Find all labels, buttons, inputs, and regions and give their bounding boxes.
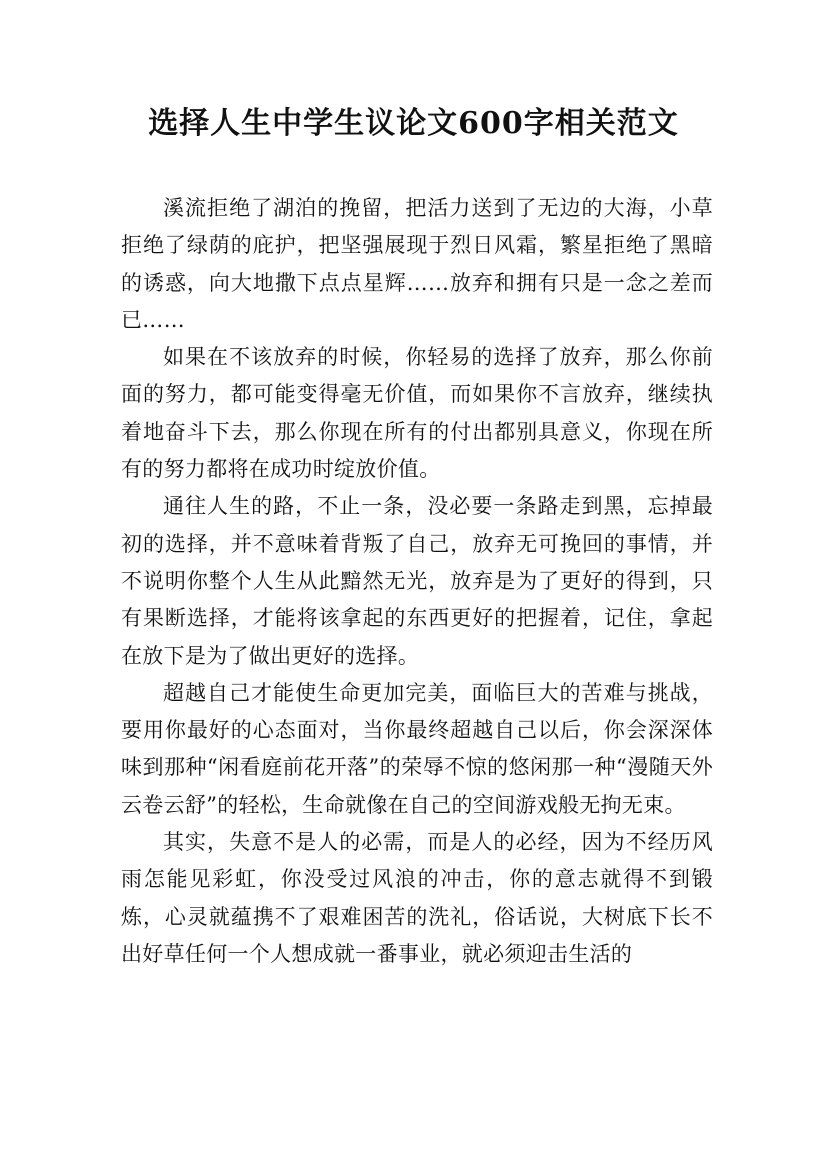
paragraph-2: 如果在不该放弃的时候，你轻易的选择了放弃，那么你前面的努力，都可能变得毫无价值，而如果你不言放弃，继续执着地奋斗下去，那么你现在所有的付出都别具意义，你现在所有的努力都将在成功时绽放价值。 xyxy=(121,345,713,482)
paragraph-3: 通往人生的路，不止一条，没必要一条路走到黑，忘掉最初的选择，并不意味着背叛了自己，放弃无可挽回的事情，并不说明你整个人生从此黯然无光，放弃是为了更好的得到，只有果断选择，才能将该拿起的东西更好的把握着，记住，拿起在放下是为了做出更好的选择。 xyxy=(121,494,713,668)
document-body xyxy=(121,190,713,973)
document-title: 选择人生中学生议论文600字相关范文 xyxy=(148,106,679,141)
paragraph-5: 其实，失意不是人的必需，而是人的必经，因为不经历风雨怎能见彩虹，你没受过风浪的冲击，你的意志就得不到锻炼，心灵就蕴携不了艰难困苦的洗礼，俗话说，大树底下长不出好草任何一个人想成就一番事业，就必须迎击生活的 xyxy=(121,830,713,966)
paragraph-1: 溪流拒绝了湖泊的挽留，把活力送到了无边的大海，小草拒绝了绿荫的庇护，把坚强展现于烈日风霜，繁星拒绝了黑暗的诱惑，向大地撒下点点星辉……放弃和拥有只是一念之差而已…… xyxy=(121,196,713,332)
paragraph-4: 超越自己才能使生命更加完美，面临巨大的苦难与挑战，要用你最好的心态面对，当你最终超越自己以后，你会深深体味到那种“闲看庭前花开落”的荣辱不惊的悠闲那一种“漫随天外云卷云舒”的轻松，生命就像在自己的空间游戏般无拘无束。 xyxy=(121,680,713,817)
